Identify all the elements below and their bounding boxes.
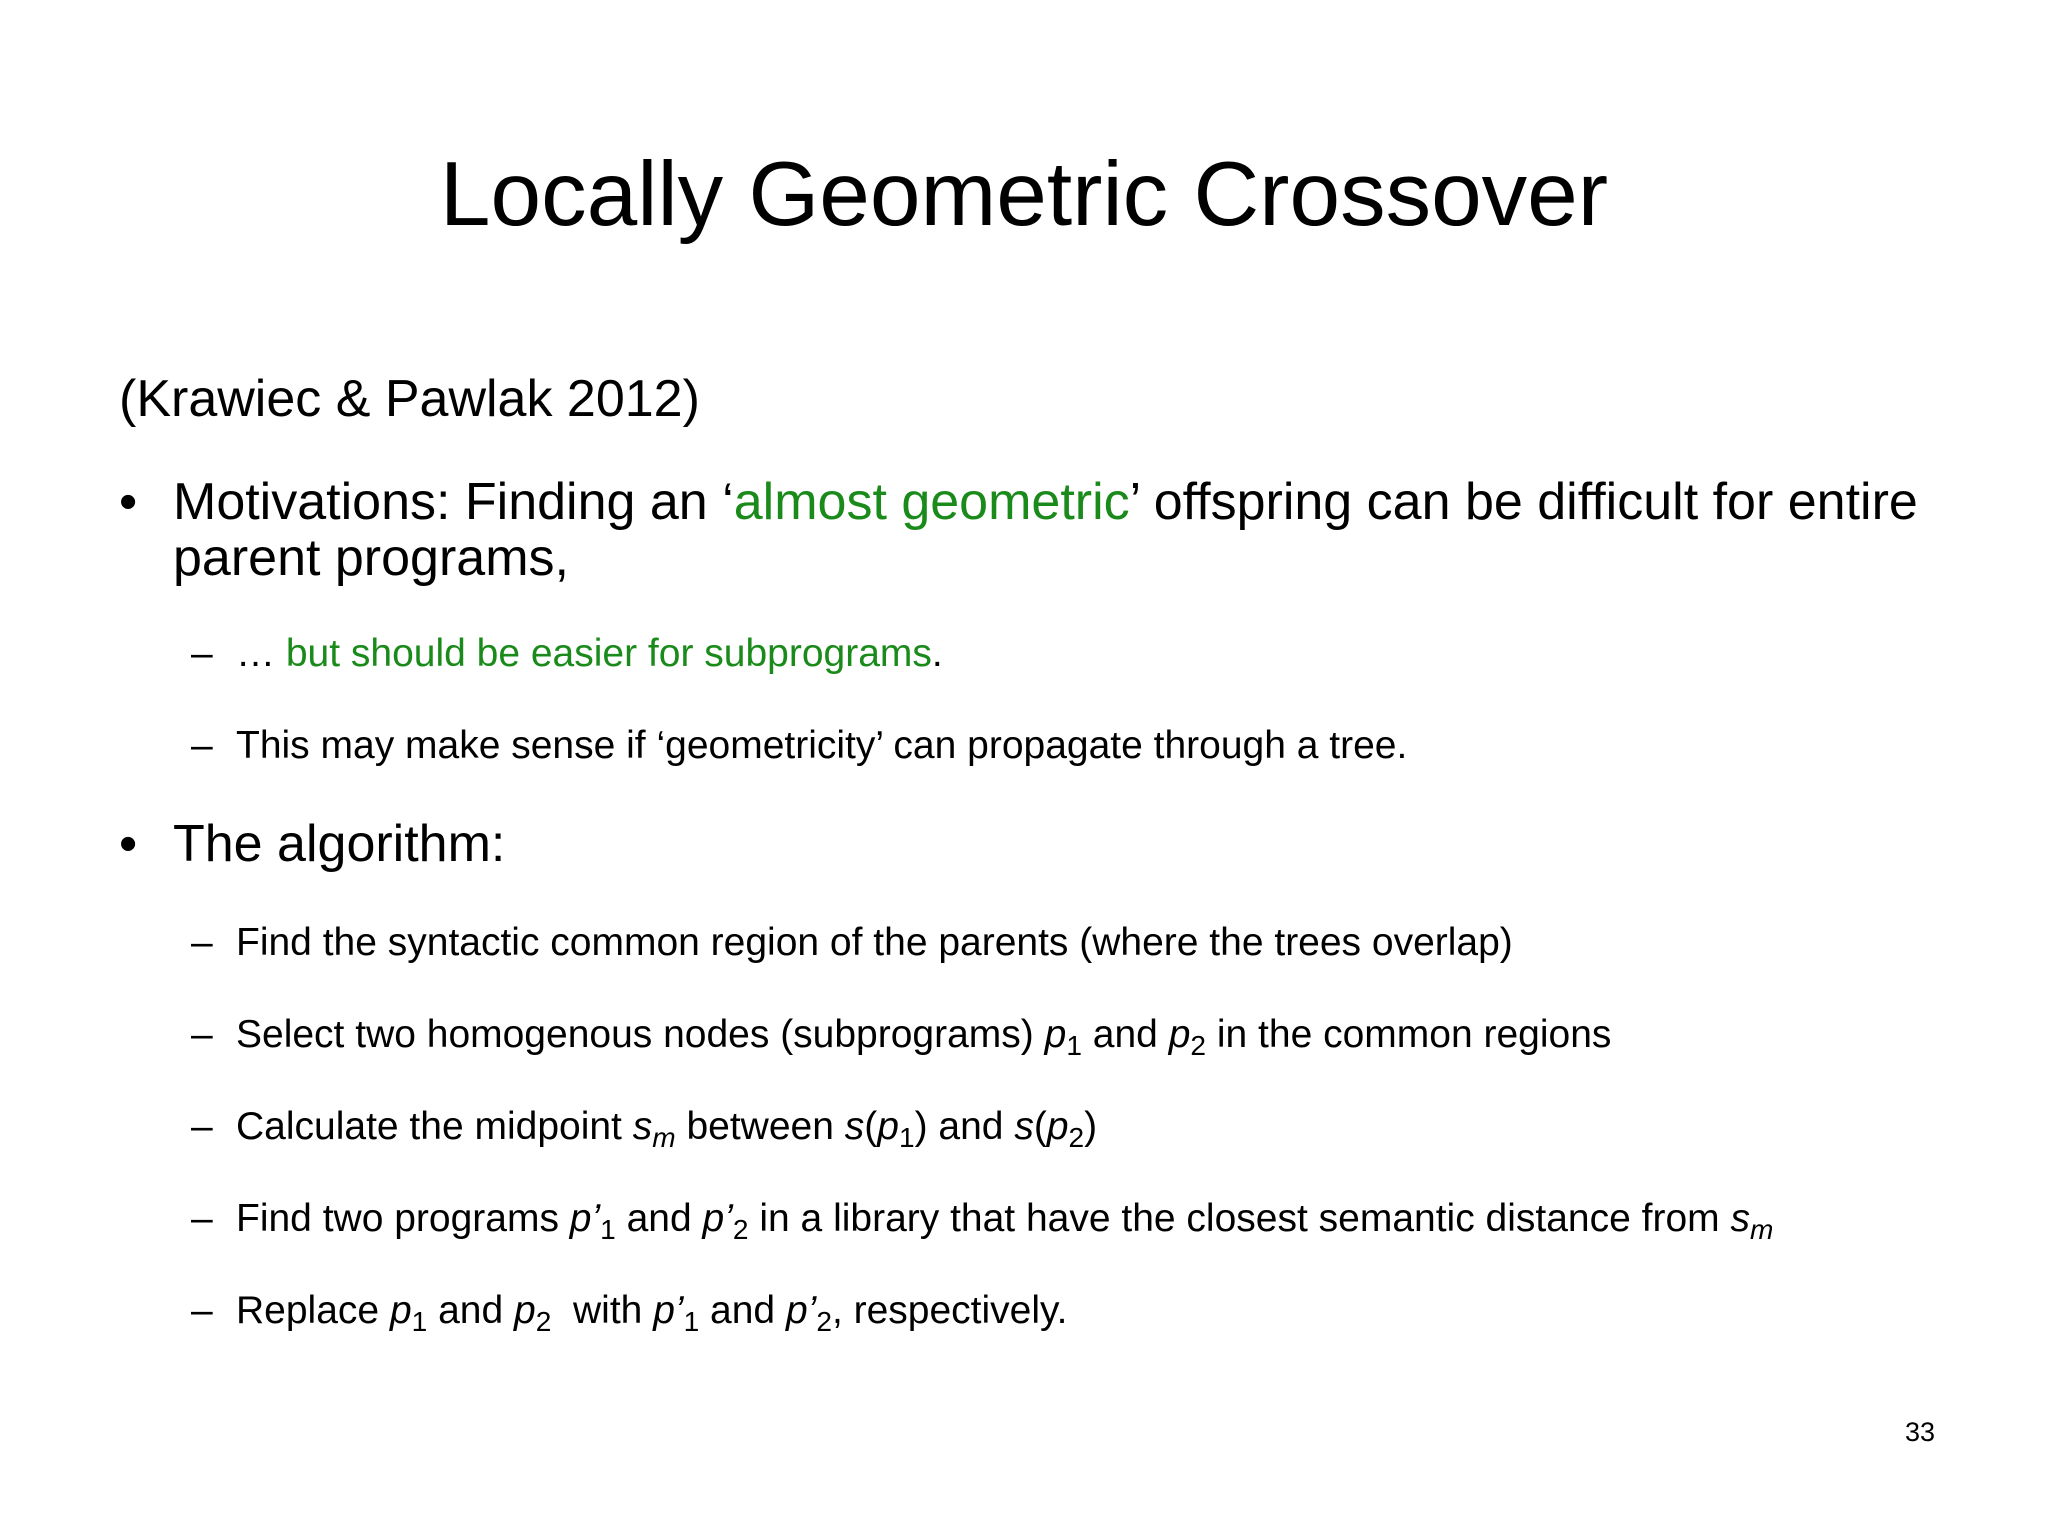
subscript: m xyxy=(652,1121,676,1153)
text-segment: with xyxy=(551,1289,654,1332)
subscript: 1 xyxy=(1066,1029,1082,1061)
sub-bullet-text xyxy=(236,629,1991,679)
dash-marker: – xyxy=(191,1197,213,1240)
bullet-algorithm xyxy=(119,816,1979,872)
text-segment: and xyxy=(699,1289,786,1332)
bullet-marker: • xyxy=(119,473,138,531)
text-segment: and xyxy=(427,1289,515,1332)
text-segment: in the common regions xyxy=(1206,1013,1612,1056)
var-p-prime: p’ xyxy=(653,1289,684,1332)
subscript: 2 xyxy=(816,1305,832,1337)
var-p: p xyxy=(514,1289,536,1332)
dash-marker: – xyxy=(191,1289,213,1332)
var-s: s xyxy=(1730,1197,1750,1240)
var-p-prime: p’ xyxy=(569,1197,601,1240)
bullet-text: The algorithm: xyxy=(173,815,506,873)
text-segment: Replace xyxy=(236,1289,390,1332)
text-segment: ) and xyxy=(914,1105,1015,1148)
bullet-motivations xyxy=(119,474,1979,586)
dash-marker: – xyxy=(191,632,213,675)
text-segment: ’ offspring can be difficult for entire parent programs, xyxy=(173,473,1918,587)
algorithm-step-3 xyxy=(191,1102,1991,1152)
text-segment: and xyxy=(615,1197,703,1240)
dash-marker: – xyxy=(191,724,213,767)
subscript: m xyxy=(1749,1213,1774,1245)
var-s: s xyxy=(632,1105,653,1148)
text-segment: in a library that have the closest semantic distance from xyxy=(748,1197,1731,1240)
text-segment: Motivations: Finding an ‘ xyxy=(173,473,734,531)
subscript: 1 xyxy=(411,1305,428,1337)
subscript: 1 xyxy=(600,1213,616,1245)
var-p: p xyxy=(1168,1013,1191,1056)
subscript: 2 xyxy=(1190,1029,1207,1061)
dash-marker: – xyxy=(191,1105,213,1148)
dash-marker: – xyxy=(191,921,213,964)
highlight-text: almost geometric xyxy=(733,473,1130,531)
var-p: p xyxy=(1044,1013,1067,1056)
text-segment: ( xyxy=(1033,1105,1047,1148)
var-p-prime: p’ xyxy=(785,1289,817,1332)
algorithm-step-5 xyxy=(191,1286,1991,1336)
text-segment: Calculate the midpoint xyxy=(236,1105,633,1148)
var-p: p xyxy=(389,1289,412,1332)
citation: (Krawiec & Pawlak 2012) xyxy=(119,370,700,428)
subscript: 2 xyxy=(535,1305,552,1337)
text-segment: Find two programs xyxy=(236,1197,570,1240)
text-segment: and xyxy=(1081,1013,1169,1056)
subscript: 2 xyxy=(1068,1121,1085,1153)
highlight-text: but should be easier for subprograms xyxy=(285,632,932,675)
var-p: p xyxy=(1046,1105,1069,1148)
step-text xyxy=(236,1102,1991,1152)
algorithm-step-2 xyxy=(191,1010,1991,1060)
text-segment: Select two homogenous nodes (subprograms) xyxy=(236,1013,1045,1056)
var-s: s xyxy=(1014,1105,1034,1148)
step-text: Find the syntactic common region of the parents (where the trees overlap) xyxy=(236,921,1513,964)
step-text xyxy=(236,1194,1991,1244)
var-p-prime: p’ xyxy=(702,1197,733,1240)
subscript: 1 xyxy=(683,1305,700,1337)
algorithm-step-1 xyxy=(191,918,1991,968)
step-text xyxy=(236,1010,1991,1060)
text-segment: . xyxy=(931,632,943,675)
text-segment: ( xyxy=(864,1105,878,1148)
page-number: 33 xyxy=(1905,1417,1936,1447)
slide-title: Locally Geometric Crossover xyxy=(439,144,1609,245)
bullet-marker: • xyxy=(119,815,138,873)
algorithm-step-4 xyxy=(191,1194,1991,1244)
bullet-text xyxy=(173,474,1979,586)
sub-bullet-geometricity xyxy=(191,721,1991,771)
step-text xyxy=(236,1286,1991,1336)
text-segment: … xyxy=(236,632,286,675)
dash-marker: – xyxy=(191,1013,213,1056)
subscript: 2 xyxy=(732,1213,749,1245)
text-segment: , respectively. xyxy=(831,1289,1068,1332)
text-segment: between xyxy=(675,1105,845,1148)
var-p: p xyxy=(877,1105,899,1148)
text-segment: ) xyxy=(1084,1105,1098,1148)
subscript: 1 xyxy=(898,1121,915,1153)
sub-bullet-text: This may make sense if ‘geometricity’ can propagate through a tree. xyxy=(236,724,1408,767)
var-s: s xyxy=(844,1105,865,1148)
sub-bullet-subprograms xyxy=(191,629,1991,679)
